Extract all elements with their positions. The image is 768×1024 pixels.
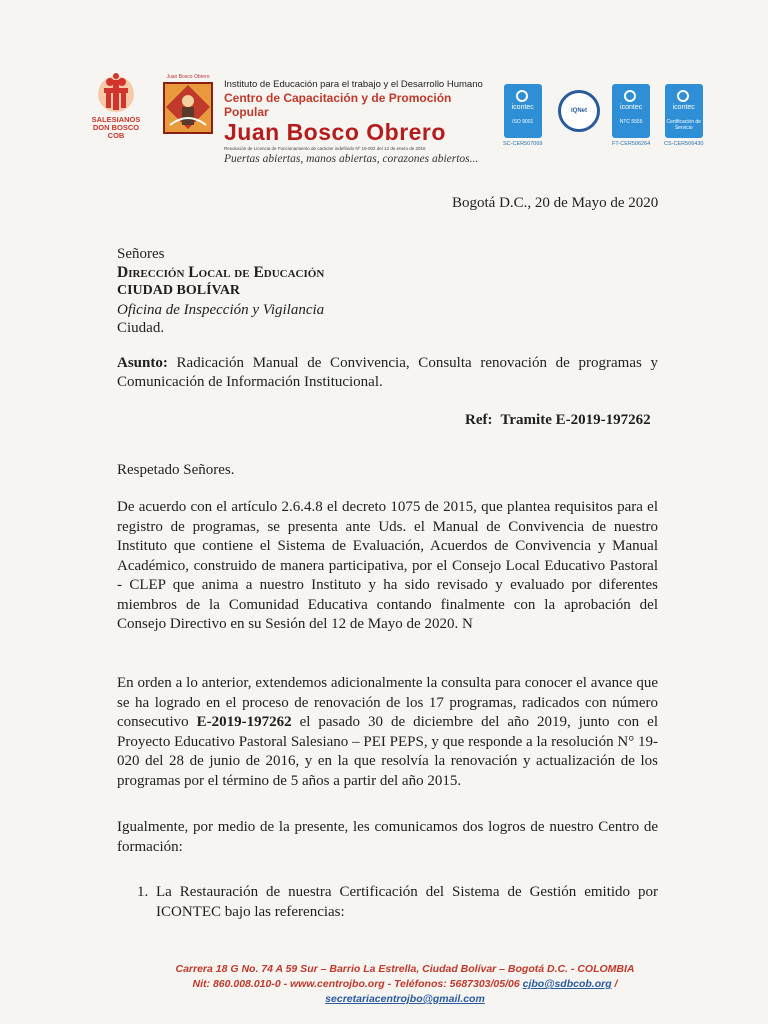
cert-badge-iso9001 xyxy=(503,84,542,147)
footer xyxy=(160,962,650,1007)
email-link-secretaria[interactable]: secretariacentrojbo@gmail.com xyxy=(325,993,485,1005)
salesianos-line-3: COB xyxy=(107,131,125,140)
paragraph-3: Igualmente, por medio de la presente, les comunicamos dos logros de nuestro Centro de formación: xyxy=(117,819,658,855)
cert-code: FT-CER506264 xyxy=(612,141,651,147)
subject-text: Radicación Manual de Convivencia, Consulta renovación de programas y Comunicación de Información Institucional. xyxy=(117,355,658,390)
cert-badge-service xyxy=(664,84,703,147)
center-line: Centro de Capacitación y de Promoción Popular xyxy=(224,91,452,119)
paragraph-1: De acuerdo con el artículo 2.6.4.8 el decreto 1075 de 2015, que plantea requisitos para el registro de programas, se presenta ante Uds. el Manual de Convivencia de nuestro Instituto que contiene el Sistema de Evaluación, Acuerdos de Convivencia y Manual Académico, construido de manera participativa, por el Consejo Local Educativo Pastoral - CLEP que anima a nuestro Instituto y ha sido revisado y evaluado por diferentes miembros de la Comunidad Educativa contando finalmente con la aprobación del Consejo Directivo en su Sesión del 12 de Mayo de 2020. N xyxy=(117,499,658,632)
list-item xyxy=(137,883,658,922)
salesianos-line-1: SALESIANOS xyxy=(91,115,141,124)
ref-label: Ref: xyxy=(465,412,493,428)
icontec-logo-icon: icontec Certificación de Servicio xyxy=(665,84,703,138)
license-line: Resolución de Licencia de Funcionamiento de carácter indefinido Nº 19-002 del 12 de enero de 2016 xyxy=(224,146,426,151)
addressee-salutation: Señores xyxy=(117,246,165,262)
institution-name: Juan Bosco Obrero xyxy=(224,119,446,145)
icontec-logo-icon: icontec ISO 9001 xyxy=(504,84,542,138)
addressee-entity: Dirección Local de Educación xyxy=(117,263,325,281)
jbo-emblem-icon xyxy=(162,81,214,135)
icontec-logo-icon: icontec NTC 5555 xyxy=(612,84,650,138)
addressee-locality: CIUDAD BOLÍVAR xyxy=(117,283,241,298)
reference-line xyxy=(465,412,651,429)
letter-date: Bogotá D.C., 20 de Mayo de 2020 xyxy=(452,195,659,211)
addressee-block xyxy=(117,245,324,338)
greeting: Respetado Señores. xyxy=(117,462,235,478)
jbo-logo xyxy=(162,74,214,136)
cert-code: SC-CER507069 xyxy=(503,141,543,147)
salesianos-line-2: DON BOSCO xyxy=(92,123,140,132)
cert-badge-ntc5555 xyxy=(612,84,650,147)
cert-badge-iqnet xyxy=(558,84,600,132)
iqnet-logo-icon: IQNet xyxy=(558,90,600,132)
tramite-number: E-2019-197262 xyxy=(196,714,292,730)
email-link-cjbo[interactable]: cjbo@sdbcob.org xyxy=(522,978,612,990)
jbo-logo-caption: Juan Bosco Obrero xyxy=(166,74,210,80)
addressee-office: Oficina de Inspección y Vigilancia xyxy=(117,301,325,318)
list-text: La Restauración de nuestra Certificación del Sistema de Gestión emitido por ICONTEC bajo las referencias: xyxy=(156,884,658,920)
institute-line: Instituto de Educación para el trabajo y el Desarrollo Humano xyxy=(224,79,483,90)
paragraph-2: En orden a lo anterior, extendemos adicionalmente la consulta para conocer el avance que se ha logrado en el proceso de renovación de los 17 programas, radicados con número consecutivo E-2019-197262 el pasado 30 de diciembre del año 2019, junto con el Proyecto Educativo Pastoral Salesiano – PEI PEPS, y que responde a la resolución N° 19-020 del 28 de junio de 2016, y en la que resolvía la renovación y actualización de los programas por el término de 5 años a partir del año 2015. xyxy=(117,675,658,789)
subject-line xyxy=(117,354,658,392)
salesianos-emblem-icon xyxy=(96,72,136,116)
institution-block xyxy=(224,79,494,165)
salesianos-logo xyxy=(88,72,144,140)
subject-label: Asunto: xyxy=(117,355,168,371)
footer-contact: Nit: 860.008.010-0 - www.centrojbo.org - Teléfonos: 5687303/05/06 cjbo@sdbcob.org / xyxy=(192,978,618,990)
footer-address: Carrera 18 G No. 74 A 59 Sur – Barrio La Estrella, Ciudad Bolívar – Bogotá D.C. - COLOMBIA xyxy=(175,963,635,975)
cert-code: CS-CER506430 xyxy=(664,141,704,147)
motto: Puertas abiertas, manos abiertas, corazones abiertos... xyxy=(224,153,479,165)
addressee-city: Ciudad. xyxy=(117,320,165,336)
list-number: 1. xyxy=(137,884,149,900)
ref-value: Tramite E-2019-197262 xyxy=(500,412,651,428)
